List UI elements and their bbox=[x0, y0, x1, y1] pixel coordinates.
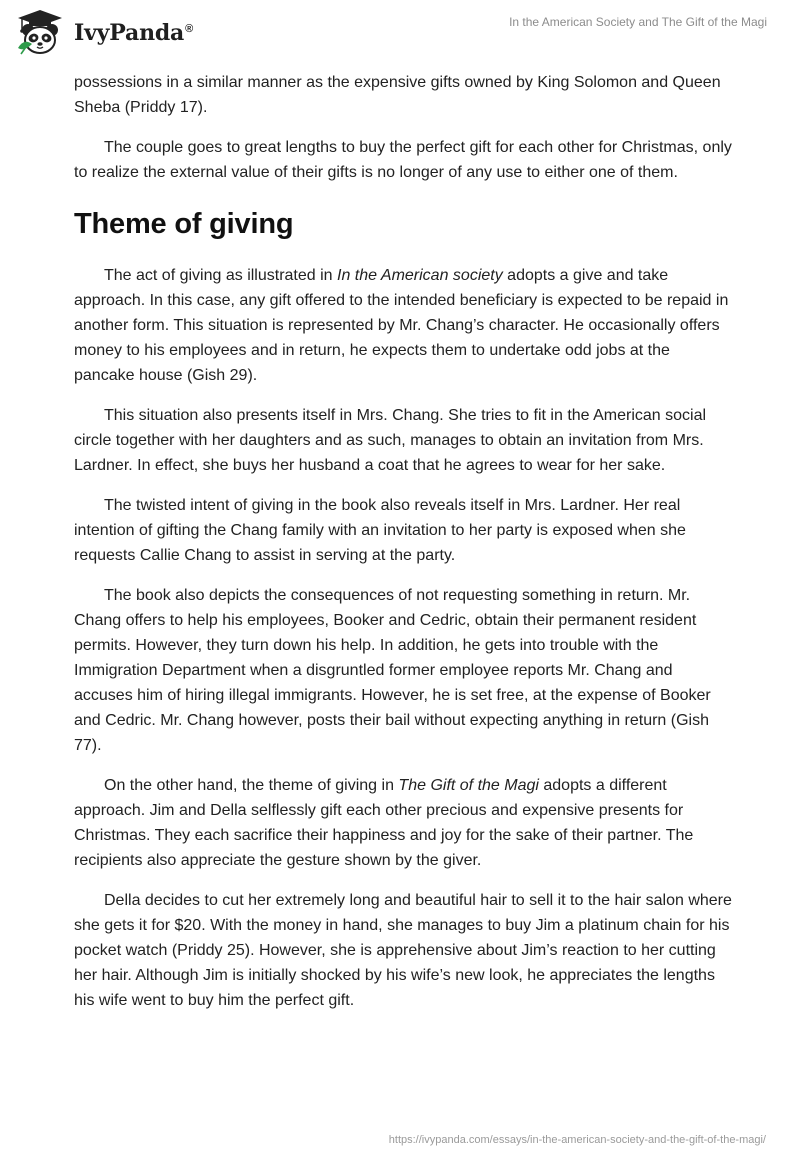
page-header bbox=[0, 0, 800, 62]
book-title-italic: The Gift of the Magi bbox=[398, 777, 539, 794]
paragraph-continued: possessions in a similar manner as the expensive gifts owned by King Solomon and Queen Sheba (Priddy 17). bbox=[74, 74, 721, 116]
paragraph bbox=[74, 263, 734, 388]
ivypanda-logo-link[interactable] bbox=[14, 8, 193, 56]
essay-content bbox=[74, 70, 734, 1028]
paragraph: The twisted intent of giving in the book also reveals itself in Mrs. Lardner. Her real intention of gifting the Chang family with an invitation to her party is exposed when she requests Callie Chang to assist in serving at the party. bbox=[74, 497, 686, 564]
registered-mark: ® bbox=[185, 22, 194, 35]
paragraph-text: The act of giving as illustrated in bbox=[104, 267, 338, 284]
paragraph: The couple goes to great lengths to buy the perfect gift for each other for Christmas, only to realize the external value of their gifts is no longer of any use to either one of them. bbox=[74, 139, 732, 181]
brand-name bbox=[74, 20, 193, 46]
paragraph: Della decides to cut her extremely long and beautiful hair to sell it to the hair salon where she gets it for $20. With the money in hand, she manages to buy Jim a platinum chain for his pocket watch (Priddy 25). However, she is apprehensive about Jim’s reaction to her cutting her hair. Although Jim is initially shocked by his wife’s new look, he appreciates the lengths his wife went to buy him the perfect gift. bbox=[74, 892, 732, 1009]
section-heading: Theme of giving bbox=[74, 208, 294, 240]
paragraph-text: adopts a different approach. Jim and Della selflessly gift each other precious and expensive presents for Christmas. They each sacrifice their happiness and joy for the sake of their partner. The recipients also appreciate the gesture shown by the giver. bbox=[74, 777, 694, 869]
paragraph-text: adopts a give and take approach. In this case, any gift offered to the intended beneficiary is expected to be repaid in another form. This situation is represented by Mr. Chang’s character. He occasionally offers money to his employees and in return, he expects them to undertake odd jobs at the pancake house (Gish 29). bbox=[74, 267, 729, 384]
paragraph: This situation also presents itself in Mrs. Chang. She tries to fit in the American social circle together with her daughters and as such, manages to obtain an invitation from Mrs. Lardner. In effect, she buys her husband a coat that he agrees to wear for her sake. bbox=[74, 407, 707, 474]
paragraph: The book also depicts the consequences of not requesting something in return. Mr. Chang offers to help his employees, Booker and Cedric, obtain their permanent resident permits. However, they turn down his help. In addition, he gets into trouble with the Immigration Department when a disgruntled former employee reports Mr. Chang and accuses him of hiring illegal immigrants. However, he is set free, at the expense of Booker and Cedric. Mr. Chang however, posts their bail without expecting anything in return (Gish 77). bbox=[74, 587, 711, 754]
brand-name-text: IvyPanda bbox=[74, 20, 185, 46]
source-url-link[interactable]: https://ivypanda.com/essays/in-the-american-society-and-the-gift-of-the-magi/ bbox=[388, 1134, 766, 1146]
paragraph-text: On the other hand, the theme of giving in bbox=[104, 777, 399, 794]
paragraph bbox=[74, 773, 734, 873]
panda-graduation-cap-logo-icon bbox=[14, 8, 66, 56]
book-title-italic: In the American society bbox=[337, 267, 503, 284]
document-title: In the American Society and The Gift of the Magi bbox=[509, 15, 767, 29]
